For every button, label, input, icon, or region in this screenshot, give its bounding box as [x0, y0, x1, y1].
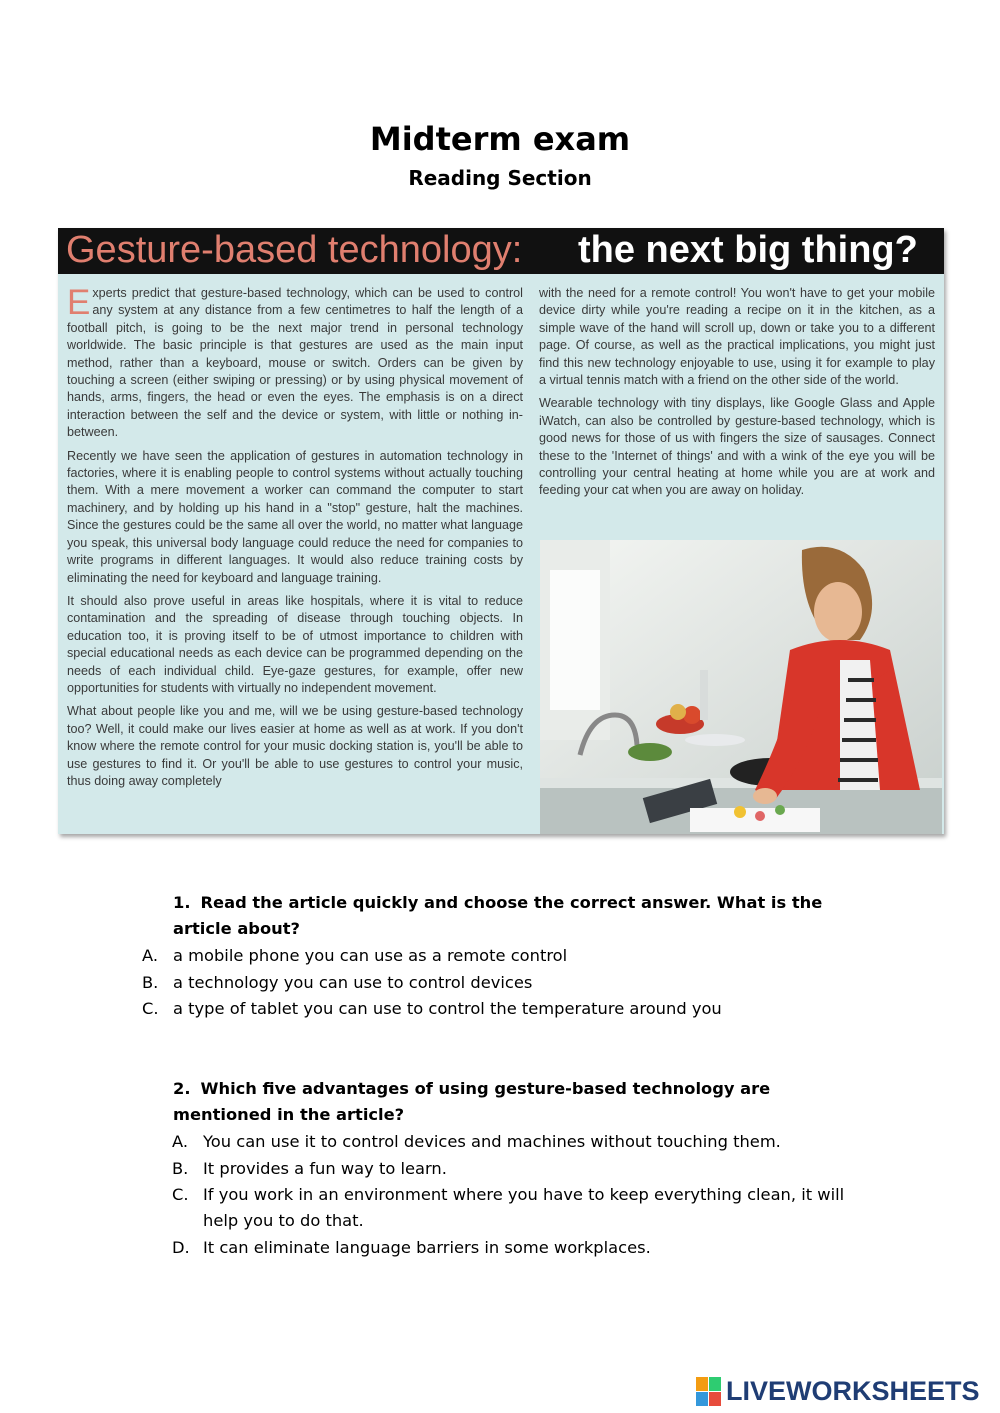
- article-paragraph: with the need for a remote control! You won't have to get your mobile device dirty while you're reading a recipe on it in the kitchen, as a simple wave of the hand will scroll up, down or take you to a different page. Of course, as well as the practical implications, you might just find this new technology enjoyable to use, using it for example to play a virtual tennis match with a friend on the other side of the world.: [539, 286, 935, 388]
- question-1-option-b[interactable]: [142, 970, 533, 996]
- liveworksheets-logo: [696, 1376, 992, 1408]
- option-letter: B.: [142, 973, 159, 992]
- article-paragraph: Experts predict that gesture-based technology, which can be used to control any system at any distance from a few centimetres to half the length of a football pitch, is going to be the next major trend in personal technology worldwide. The basic principle is that gestures are used as the main input method, rather than a keyboard, mouse or switch. Orders can be given by touching a screen (either swiping or pressing) or by using physical movement of hands, arms, fingers, the head or even the eyes. The emphasis is on a direct interaction between the self and the device or system, with little or nothing in-between.: [67, 283, 523, 440]
- question-text: Which five advantages of using gesture-based technology are mentioned in the article?: [173, 1079, 771, 1124]
- page-title: Midterm exam: [369, 120, 631, 158]
- option-text: If you work in an environment where you have to keep everything clean, it will help you to do that.: [203, 1185, 845, 1230]
- question-2-option-c[interactable]: [172, 1182, 863, 1234]
- article-headline-part1: Gesture-based technology:: [66, 229, 523, 271]
- question-1: [173, 890, 853, 942]
- question-text: Read the article quickly and choose the correct answer. What is the article about?: [173, 893, 823, 938]
- option-text: You can use it to control devices and machines without touching them.: [203, 1132, 781, 1151]
- question-1-option-a[interactable]: [142, 943, 568, 969]
- question-2-option-a[interactable]: [172, 1129, 863, 1155]
- article-paragraph: Recently we have seen the application of gestures in automation technology in factories, where it is enabling people to control systems without actually touching them. With a mere movement a worker can command the computer to start machinery, and by holding up his hand in a "stop" gesture, halt the machines. Since the gestures could be the same all over the world, no matter what language you speak, this universal body language could reduce the need for companies to write programs in different languages. It would also reduce training costs by eliminating the need for keyboard and language training.: [67, 448, 523, 585]
- option-text: a technology you can use to control devices: [173, 973, 533, 992]
- page-subtitle: Reading Section: [408, 166, 592, 190]
- option-text: It provides a fun way to learn.: [203, 1159, 447, 1178]
- liveworksheets-logo-icon: [696, 1377, 722, 1407]
- option-letter: C.: [142, 999, 159, 1018]
- option-letter: A.: [142, 946, 159, 965]
- article-paragraph: What about people like you and me, will we be using gesture-based technology too? Well, it could make our lives easier at home as well as at work. If you don't know where the remote control for your music docking station is, you'll be able to use gestures to find it. Or you'll be able to use gestures to control your music, thus doing away completely: [67, 704, 523, 788]
- option-letter: D.: [172, 1238, 190, 1257]
- question-1-option-c[interactable]: [142, 996, 722, 1022]
- option-letter: A.: [172, 1132, 189, 1151]
- option-letter: B.: [172, 1159, 189, 1178]
- article-paragraph: Wearable technology with tiny displays, like Google Glass and Apple iWatch, can also be controlled by gesture-based technology, which is good news for those of us with fingers the size of sausages. Connect these to the 'Internet of things' and with a wink of the eye you will be controlling your central heating at home while you are at work and feeding your cat when you are away on holiday.: [539, 396, 935, 498]
- question-2: [173, 1076, 853, 1128]
- liveworksheets-logo-text: LIVEWORKSHEETS: [726, 1376, 980, 1406]
- option-text: a type of tablet you can use to control the temperature around you: [173, 999, 722, 1018]
- option-text: It can eliminate language barriers in some workplaces.: [203, 1238, 651, 1257]
- article-headline-part2: the next big thing?: [578, 229, 918, 271]
- question-2-option-d[interactable]: [172, 1235, 863, 1261]
- question-number: 1.: [173, 893, 191, 912]
- article-paragraph: It should also prove useful in areas like hospitals, where it is vital to reduce contamination and the spreading of disease through touching objects. In education too, it is proving itself to be of utmost importance to children with special educational needs as each device can be programmed depending on the needs of each individual child. Eye-gaze gestures, for example, offer new opportunities for students with virtually no independent movement.: [67, 593, 523, 695]
- option-letter: C.: [172, 1185, 189, 1204]
- drop-cap: E: [67, 283, 91, 322]
- question-2-option-b[interactable]: [172, 1156, 863, 1182]
- question-number: 2.: [173, 1079, 191, 1098]
- option-text: a mobile phone you can use as a remote control: [173, 946, 568, 965]
